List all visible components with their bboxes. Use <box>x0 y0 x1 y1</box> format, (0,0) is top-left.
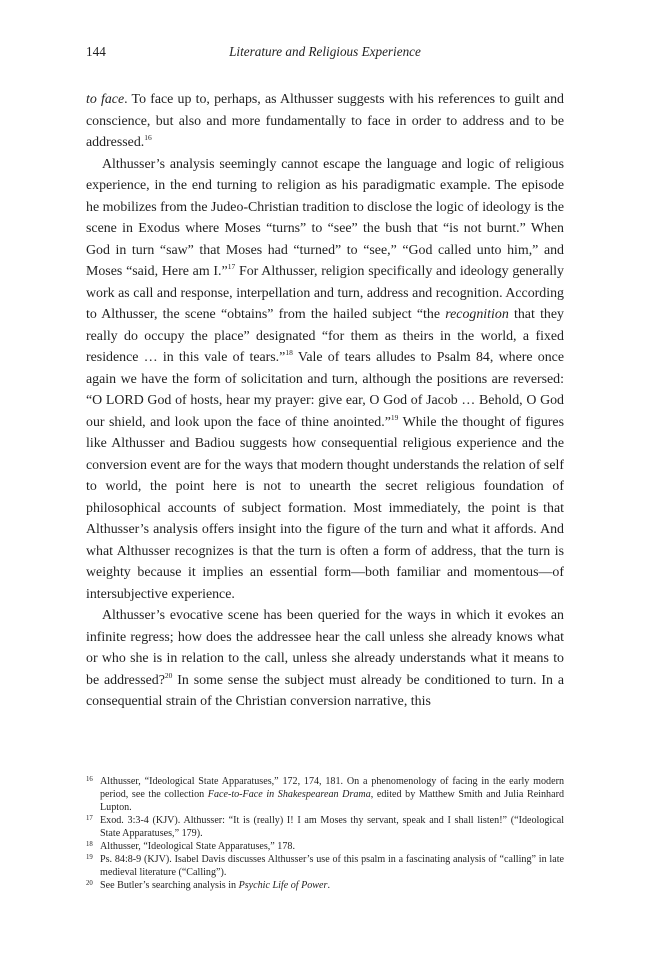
italic-text: recognition <box>445 307 509 322</box>
footnote-ref: 17 <box>227 262 236 271</box>
text-run: See Butler’s searching analysis in <box>100 880 239 892</box>
body-text <box>86 89 564 713</box>
text-run: Althusser, “Ideological State Apparatuses,” 172, 174, 181. On a phenomenology of facing in the early modern period, see the collection <box>100 776 564 800</box>
italic-text: Face-to-Face in Shakespearean Drama <box>207 788 371 800</box>
text-run: In some sense the subject must already be conditioned to turn. In a consequential strain of the Christian conversion narrative, this <box>86 672 564 709</box>
footnote-ref: 16 <box>144 133 152 142</box>
text-run: . To face up to, perhaps, as Althusser suggests with his references to guilt and conscience, but also and more fundamentally to face in order to address and to be addressed. <box>86 92 564 150</box>
footnote-number: 17 <box>86 814 93 822</box>
footnote-ref: 20 <box>164 670 173 680</box>
paragraph <box>86 154 564 606</box>
text-run: . <box>327 880 330 892</box>
text-run: Althusser’s analysis seemingly cannot escape the language and logic of religious experience, in the end turning to religion as his paradigmatic example. The episode he mobilizes from the Judeo-Christian tradition to disclose the logic of ideology is the scene in Exodus where Moses “turns” to “see” the bush that “is not burnt.” When God in turn “saw” that Moses had “turned” to “see,” “God called unto him,” and Moses “said, Here am I.” <box>86 156 564 279</box>
footnote-number: 19 <box>86 854 93 862</box>
italic-text: Psychic Life of Power <box>238 880 328 892</box>
text-run: Exod. 3:3-4 (KJV). Althusser: “It is (really) I! I am Moses thy servant, speak and I shall listen!” (“Ideological State Apparatuses,” 179). <box>100 814 564 839</box>
footnote <box>86 776 564 814</box>
footnote-ref: 19 <box>390 412 399 422</box>
page-header <box>86 44 564 64</box>
running-title: Literature and Religious Experience <box>229 44 421 59</box>
text-run: that they really do occupy the place” designated “for them as theirs in the world, a fixed residence … in this vale of tears.” <box>86 307 564 365</box>
footnote-number: 20 <box>86 880 93 888</box>
footnote-number: 16 <box>86 776 93 783</box>
text-run: Vale of tears alludes to Psalm 84, where once again we have the form of solicitation and turn, although the positions are reversed: “O LORD God of hosts, hear my prayer: give ear, O God of Jacob … Behold, O God our shield, and look upon the face of thine anointed.” <box>86 350 565 430</box>
text-run: Althusser’s evocative scene has been queried for the ways in which it evokes an infinite regress; how does the addressee hear the call unless she already knows what or who she is in relation to the call, unless she already understands what it means to be addressed? <box>86 608 564 688</box>
text-run: Ps. 84:8-9 (KJV). Isabel Davis discusses Althusser’s use of this psalm in a fascinating analysis of “calling” in late medieval literature (“Calling”). <box>100 854 564 879</box>
text-run: For Althusser, religion specifically and ideology generally work as call and response, interpellation and turn, address and recognition. According to Althusser, the scene “obtains” from the hailed subject “the <box>86 264 564 322</box>
text-run: Althusser, “Ideological State Apparatuses,” 178. <box>100 840 295 852</box>
footnote <box>86 815 564 841</box>
paragraph <box>86 605 564 713</box>
text-run: While the thought of figures like Althusser and Badiou suggests how consequential religious experience and the conversion event are for the ways that modern thought understands the relation of self to world, the point here is not to unearth the secret religious foundation of philosophical accounts of subject formation. Most immediately, the point is that Althusser’s analysis offers insight into the figure of the turn and what it affords. And what Althusser recognizes is that the turn is often a form of address, that the turn is weighty because it implies an essential form—both familiar and momentous—of intersubjective experience. <box>86 414 564 602</box>
text-run: , edited by Matthew Smith and Julia Reinhard Lupton. <box>100 788 564 813</box>
footnote <box>86 880 564 893</box>
footnote <box>86 841 564 854</box>
footnotes <box>86 776 564 894</box>
italic-text: to face <box>86 92 125 107</box>
paragraph <box>86 89 564 154</box>
page-number: 144 <box>86 44 106 59</box>
footnote-ref: 18 <box>285 348 293 357</box>
footnote-number: 18 <box>86 840 93 848</box>
footnote <box>86 854 564 880</box>
